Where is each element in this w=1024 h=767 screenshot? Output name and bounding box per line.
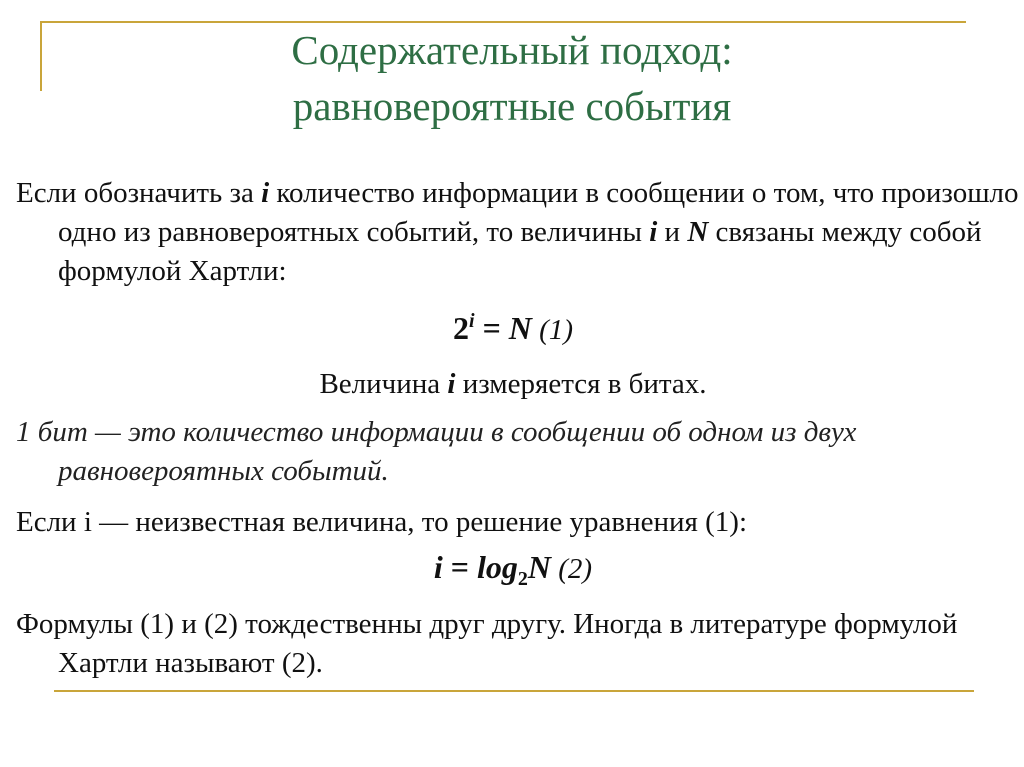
formula-hartley-1 (16, 309, 1010, 350)
paragraph-formulas-identical: Формулы (1) и (2) тождественны друг другу. Иногда в литературе формулой Хартли называют (2). (16, 608, 958, 679)
formula2-subscript: 2 (517, 568, 528, 590)
formula2-number: (2) (551, 553, 593, 585)
variable-n: N (687, 216, 709, 248)
formula2-lhs: i (433, 549, 443, 585)
variable-i: i (447, 368, 456, 400)
paragraph-bit-definition: 1 бит — это количество информации в сообщении об одном из двух равновероятных событий. (16, 416, 857, 487)
formula-hartley-2 (16, 548, 1010, 589)
formula2-func: log (477, 549, 518, 585)
formula1-rhs: N (508, 310, 532, 346)
formula1-equals: = (474, 310, 509, 346)
formula1-base: 2 (453, 310, 469, 346)
p1-text-3: и (657, 216, 688, 248)
variable-i: i (649, 216, 658, 248)
p1-text-4: связаны между собой формулой Хартли: (58, 216, 982, 287)
variable-i: i (261, 177, 270, 209)
formula1-exponent: i (469, 310, 475, 332)
p1-text-1: Если обозначить за (16, 177, 262, 209)
title-line-1: Содержательный подход: (291, 27, 733, 73)
p1-text-2: количество информации в сообщении о том, что произошло одно из равновероятных событий, то величины (58, 177, 1019, 248)
decorative-bottom-line (54, 690, 974, 692)
slide-title (60, 22, 964, 134)
p2-text-1: Величина (319, 368, 448, 400)
paragraph-unknown-value: Если i — неизвестная величина, то решение уравнения (1): (16, 506, 748, 538)
decorative-left-line (40, 21, 42, 91)
formula2-equals: = (442, 549, 478, 585)
paragraph-bits (16, 365, 1010, 404)
p2-text-2: измеряется в битах. (455, 368, 707, 400)
formula2-arg: N (527, 549, 552, 585)
title-line-2: равновероятные события (292, 83, 732, 129)
paragraph-hartley-intro (16, 174, 1024, 291)
formula1-number: (1) (531, 314, 573, 346)
